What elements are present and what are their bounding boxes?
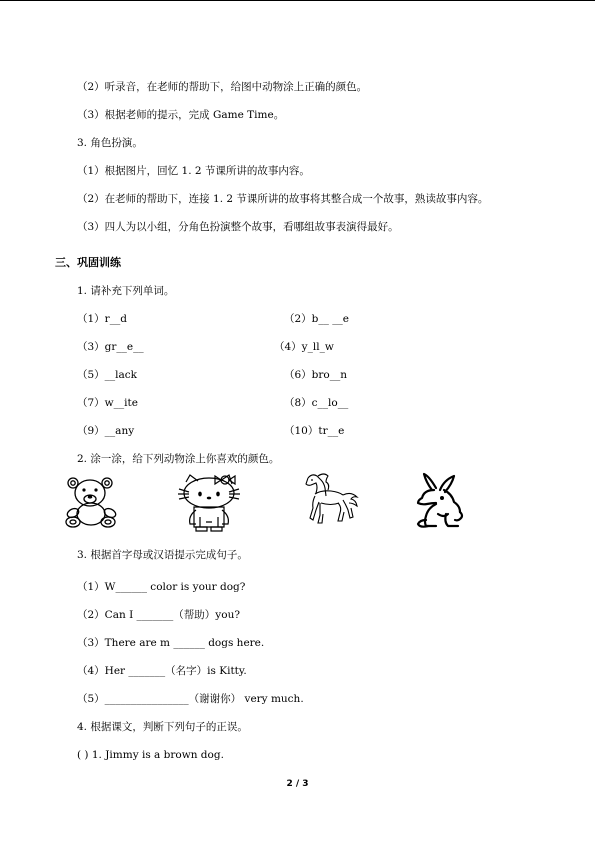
word-item: （7）w__ite	[77, 397, 138, 409]
word-item: （10）tr__e	[284, 425, 345, 437]
page-top-border	[0, 0, 595, 1]
true-false-item: ( ) 1. Jimmy is a brown dog.	[77, 749, 224, 761]
rabbit-image	[412, 470, 468, 532]
sentence-item: （4）Her _______（名字）is Kitty.	[77, 665, 247, 677]
word-item: （5）__lack	[77, 369, 138, 381]
instruction-line: （2）听录音，在老师的帮助下，给图中动物涂上正确的颜色。	[77, 81, 368, 93]
teddy-bear-image	[60, 474, 122, 530]
question-prompt: 2. 涂一涂，给下列动物涂上你喜欢的颜色。	[77, 453, 280, 465]
horse-image	[302, 470, 360, 528]
instruction-line: （1）根据图片，回忆 1. 2 节课所讲的故事内容。	[77, 165, 310, 177]
word-item: （1）r__d	[77, 313, 127, 325]
instruction-line: （3）根据老师的提示，完成 Game Time。	[77, 109, 285, 121]
instruction-line: （3）四人为以小组，分角色扮演整个故事，看哪组故事表演得最好。	[77, 221, 399, 233]
question-prompt: 1. 请补充下列单词。	[77, 285, 175, 297]
word-item: （9）__any	[77, 425, 135, 437]
page-number: 2 / 3	[286, 779, 309, 789]
word-item: （8）c__lo__	[284, 397, 349, 409]
instruction-line: （2）在老师的帮助下，连接 1. 2 节课所讲的故事将其整合成一个故事，熟读故事内容。	[77, 193, 489, 205]
sentence-item: （2）Can I _______（帮助）you?	[77, 609, 240, 621]
instruction-line: 3. 角色扮演。	[77, 137, 143, 149]
section-heading: 三、巩固训练	[55, 256, 121, 269]
sentence-item: （1）W______ color is your dog?	[77, 581, 246, 593]
question-prompt: 4. 根据课文，判断下列句子的正误。	[77, 721, 248, 733]
word-item: （3）gr__e__	[77, 341, 144, 353]
word-item: （2）b__ __e	[284, 313, 349, 325]
word-item: （4）y_ll_w	[274, 341, 334, 353]
sentence-item: （5）________________（谢谢你） very much.	[77, 693, 304, 705]
word-item: （6）bro__n	[284, 369, 348, 381]
sentence-item: （3）There are m ______ dogs here.	[77, 637, 265, 649]
question-prompt: 3. 根据首字母或汉语提示完成句子。	[77, 549, 248, 561]
hello-kitty-image	[176, 472, 242, 534]
